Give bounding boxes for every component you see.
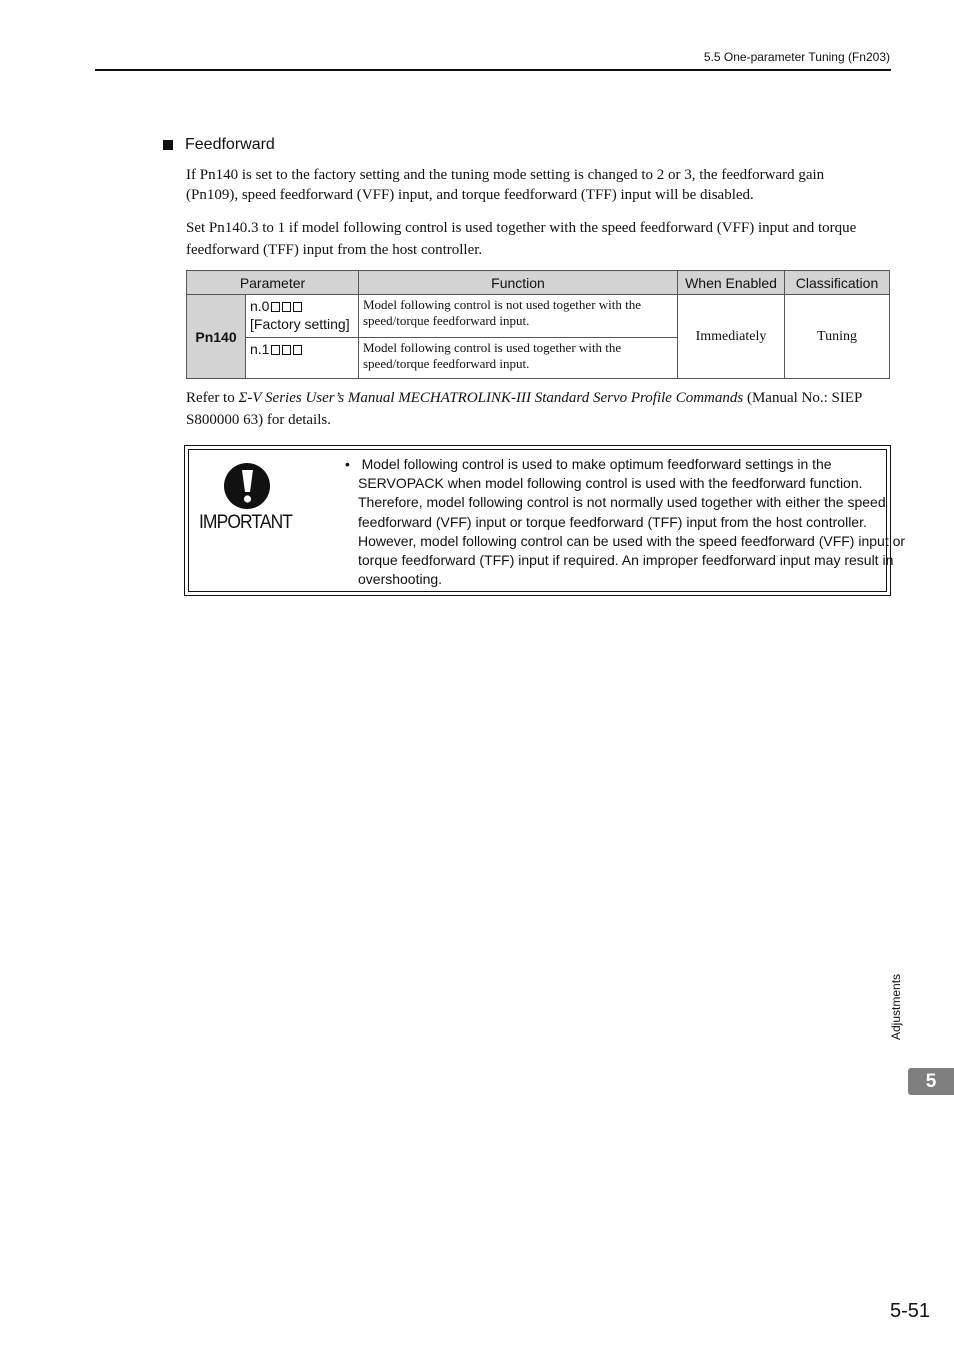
setting-cell (246, 295, 359, 338)
setting-note: [Factory setting] (250, 316, 350, 332)
table-header-parameter: Parameter (187, 271, 359, 295)
chapter-tab: 5 (908, 1068, 954, 1095)
important-note-inner (188, 449, 906, 592)
setting-value: n.0 (250, 298, 270, 314)
header-rule (95, 69, 891, 71)
paragraph-1: If Pn140 is set to the factory setting and the tuning mode setting is changed to 2 or 3, the feedforward gain (Pn109), speed feedforward (VFF) input, and torque feedforward (TFF) input will be disabled. (186, 167, 825, 203)
function-cell: Model following control is not used together with the speed/torque feedforward input. (359, 295, 678, 338)
paragraph-2: Set Pn140.3 to 1 if model following control is used together with the speed feedforward (VFF) input and torque feedforward (TFF) input from the host controller. (186, 220, 857, 258)
parameter-number: Pn140 (187, 295, 246, 379)
table-header-classification: Classification (785, 271, 890, 295)
setting-cell (246, 338, 359, 379)
section-heading (163, 136, 275, 154)
empty-box-icon (271, 302, 280, 312)
black-square-icon (163, 140, 173, 150)
reference-paragraph (186, 387, 876, 431)
reference-sigma: Σ (238, 390, 248, 406)
empty-box-icon (271, 345, 280, 355)
bullet: • (345, 456, 350, 472)
page-number: 5-51 (889, 1300, 930, 1322)
empty-box-icon (293, 345, 302, 355)
empty-box-icon (282, 345, 291, 355)
reference-suffix: (Manual No.: SIEP S800000 63) for details. (186, 390, 862, 428)
classification-cell: Tuning (785, 295, 890, 379)
important-text-body: Model following control is used to make optimum feedforward settings in the SERVOPACK when model following control is used with the feedforward function. Therefore, model following control is not normally used together with either the speed feedforward (VFF) input or torque feedforward (TFF) input from the host controller. However, model following control can be used with the speed feedforward (VFF) input or torque feedforward (TFF) input if required. An improper feedforward input may result in overshooting. (358, 456, 906, 588)
empty-box-icon (293, 302, 302, 312)
important-label: IMPORTANT (199, 512, 293, 533)
function-cell: Model following control is used together with the speed/torque feedforward input. (359, 338, 678, 379)
table-header-row (187, 271, 890, 295)
important-note-box (184, 445, 906, 596)
empty-box-icon (282, 302, 291, 312)
when-enabled-cell: Immediately (678, 295, 785, 379)
running-header: 5.5 One-parameter Tuning (Fn203) (703, 50, 890, 64)
reference-title: -V Series User’s Manual MECHATROLINK-III Standard Servo Profile Commands (247, 390, 744, 406)
parameter-table (186, 270, 890, 379)
exclamation-circle-icon (223, 462, 271, 510)
important-text (345, 455, 906, 589)
table-header-function: Function (359, 271, 678, 295)
table-row (187, 295, 890, 338)
section-heading-text: Feedforward (185, 136, 275, 153)
side-chapter-label: Adjustments (889, 973, 903, 1040)
reference-prefix: Refer to (186, 390, 239, 406)
table-header-when-enabled: When Enabled (678, 271, 785, 295)
setting-value: n.1 (250, 341, 270, 357)
